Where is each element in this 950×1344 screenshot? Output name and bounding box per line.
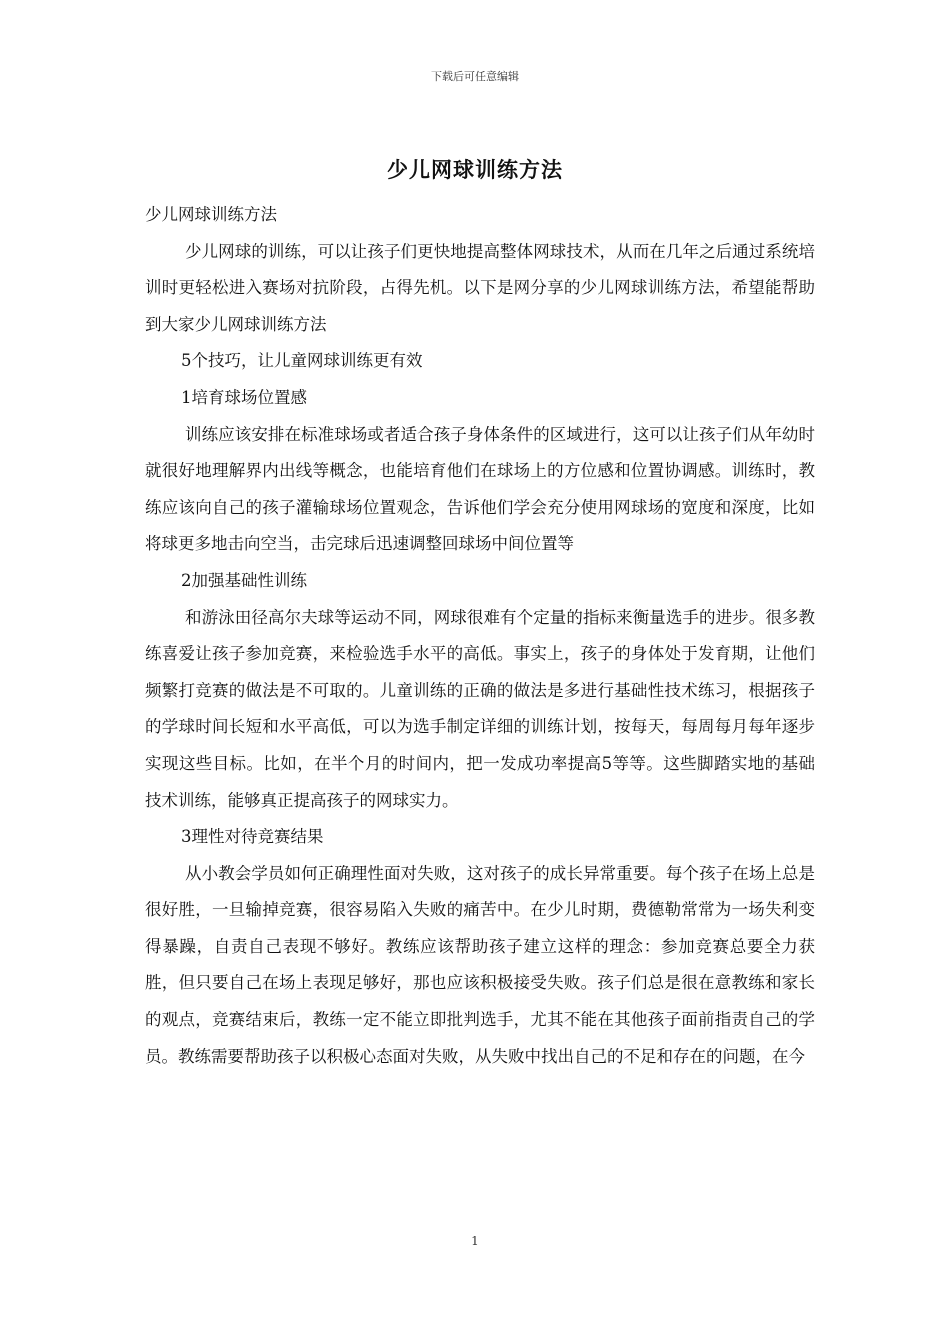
subtitle-paragraph: 少儿网球训练方法 [145,205,277,224]
document-body [145,197,815,1075]
page-number: 1 [471,1234,479,1248]
section-heading-3: 3理性对待竞赛结果 [181,827,324,847]
section-heading-1: 1培育球场位置感 [181,387,307,407]
section-heading-2: 2加强基础性训练 [181,570,307,590]
page-header-note: 下载后可任意编辑 [431,70,519,83]
body-paragraph-1: 训练应该安排在标准球场或者适合孩子身体条件的区域进行，这可以让孩子们从年幼时就很好地理解界内出线等概念，也能培育他们在球场上的方位感和位置协调感。训练时，教练应该向自己的孩子灌输球场位置观念，告诉他们学会充分使用网球场的宽度和深度，比如将球更多地击向空当，击完球后迅速调整回球场中间位置等 [145,424,815,554]
body-paragraph-2: 和游泳田径高尔夫球等运动不同，网球很难有个定量的指标来衡量选手的进步。很多教练喜爱让孩子参加竞赛，来检验选手水平的高低。事实上，孩子的身体处于发育期，让他们频繁打竞赛的做法是不可取的。儿童训练的正确的做法是多进行基础性技术练习，根据孩子的学球时间长短和水平高低，可以为选手制定详细的训练计划，按每天，每周每月每年逐步实现这些目标。比如，在半个月的时间内，把一发成功率提高5等等。这些脚踏实地的基础技术训练，能够真正提高孩子的网球实力。 [145,607,815,810]
document-title: 少儿网球训练方法 [387,158,563,182]
section-heading-tips: 5个技巧，让儿童网球训练更有效 [181,351,423,371]
body-paragraph-3: 从小教会学员如何正确理性面对失败，这对孩子的成长异常重要。每个孩子在场上总是很好胜，一旦输掉竞赛，很容易陷入失败的痛苦中。在少儿时期，费德勒常常为一场失利变得暴躁，自责自己表现不够好。教练应该帮助孩子建立这样的理念：参加竞赛总要全力获胜，但只要自己在场上表现足够好，那也应该积极接受失败。孩子们总是很在意教练和家长的观点，竞赛结束后，教练一定不能立即批判选手，尤其不能在其他孩子面前指责自己的学员。教练需要帮助孩子以积极心态面对失败，从失败中找出自己的不足和存在的问题，在今 [145,863,815,1066]
intro-paragraph: 少儿网球的训练，可以让孩子们更快地提高整体网球技术，从而在几年之后通过系统培训时更轻松进入赛场对抗阶段，占得先机。以下是网分享的少儿网球训练方法，希望能帮助到大家少儿网球训练方法 [145,241,815,334]
